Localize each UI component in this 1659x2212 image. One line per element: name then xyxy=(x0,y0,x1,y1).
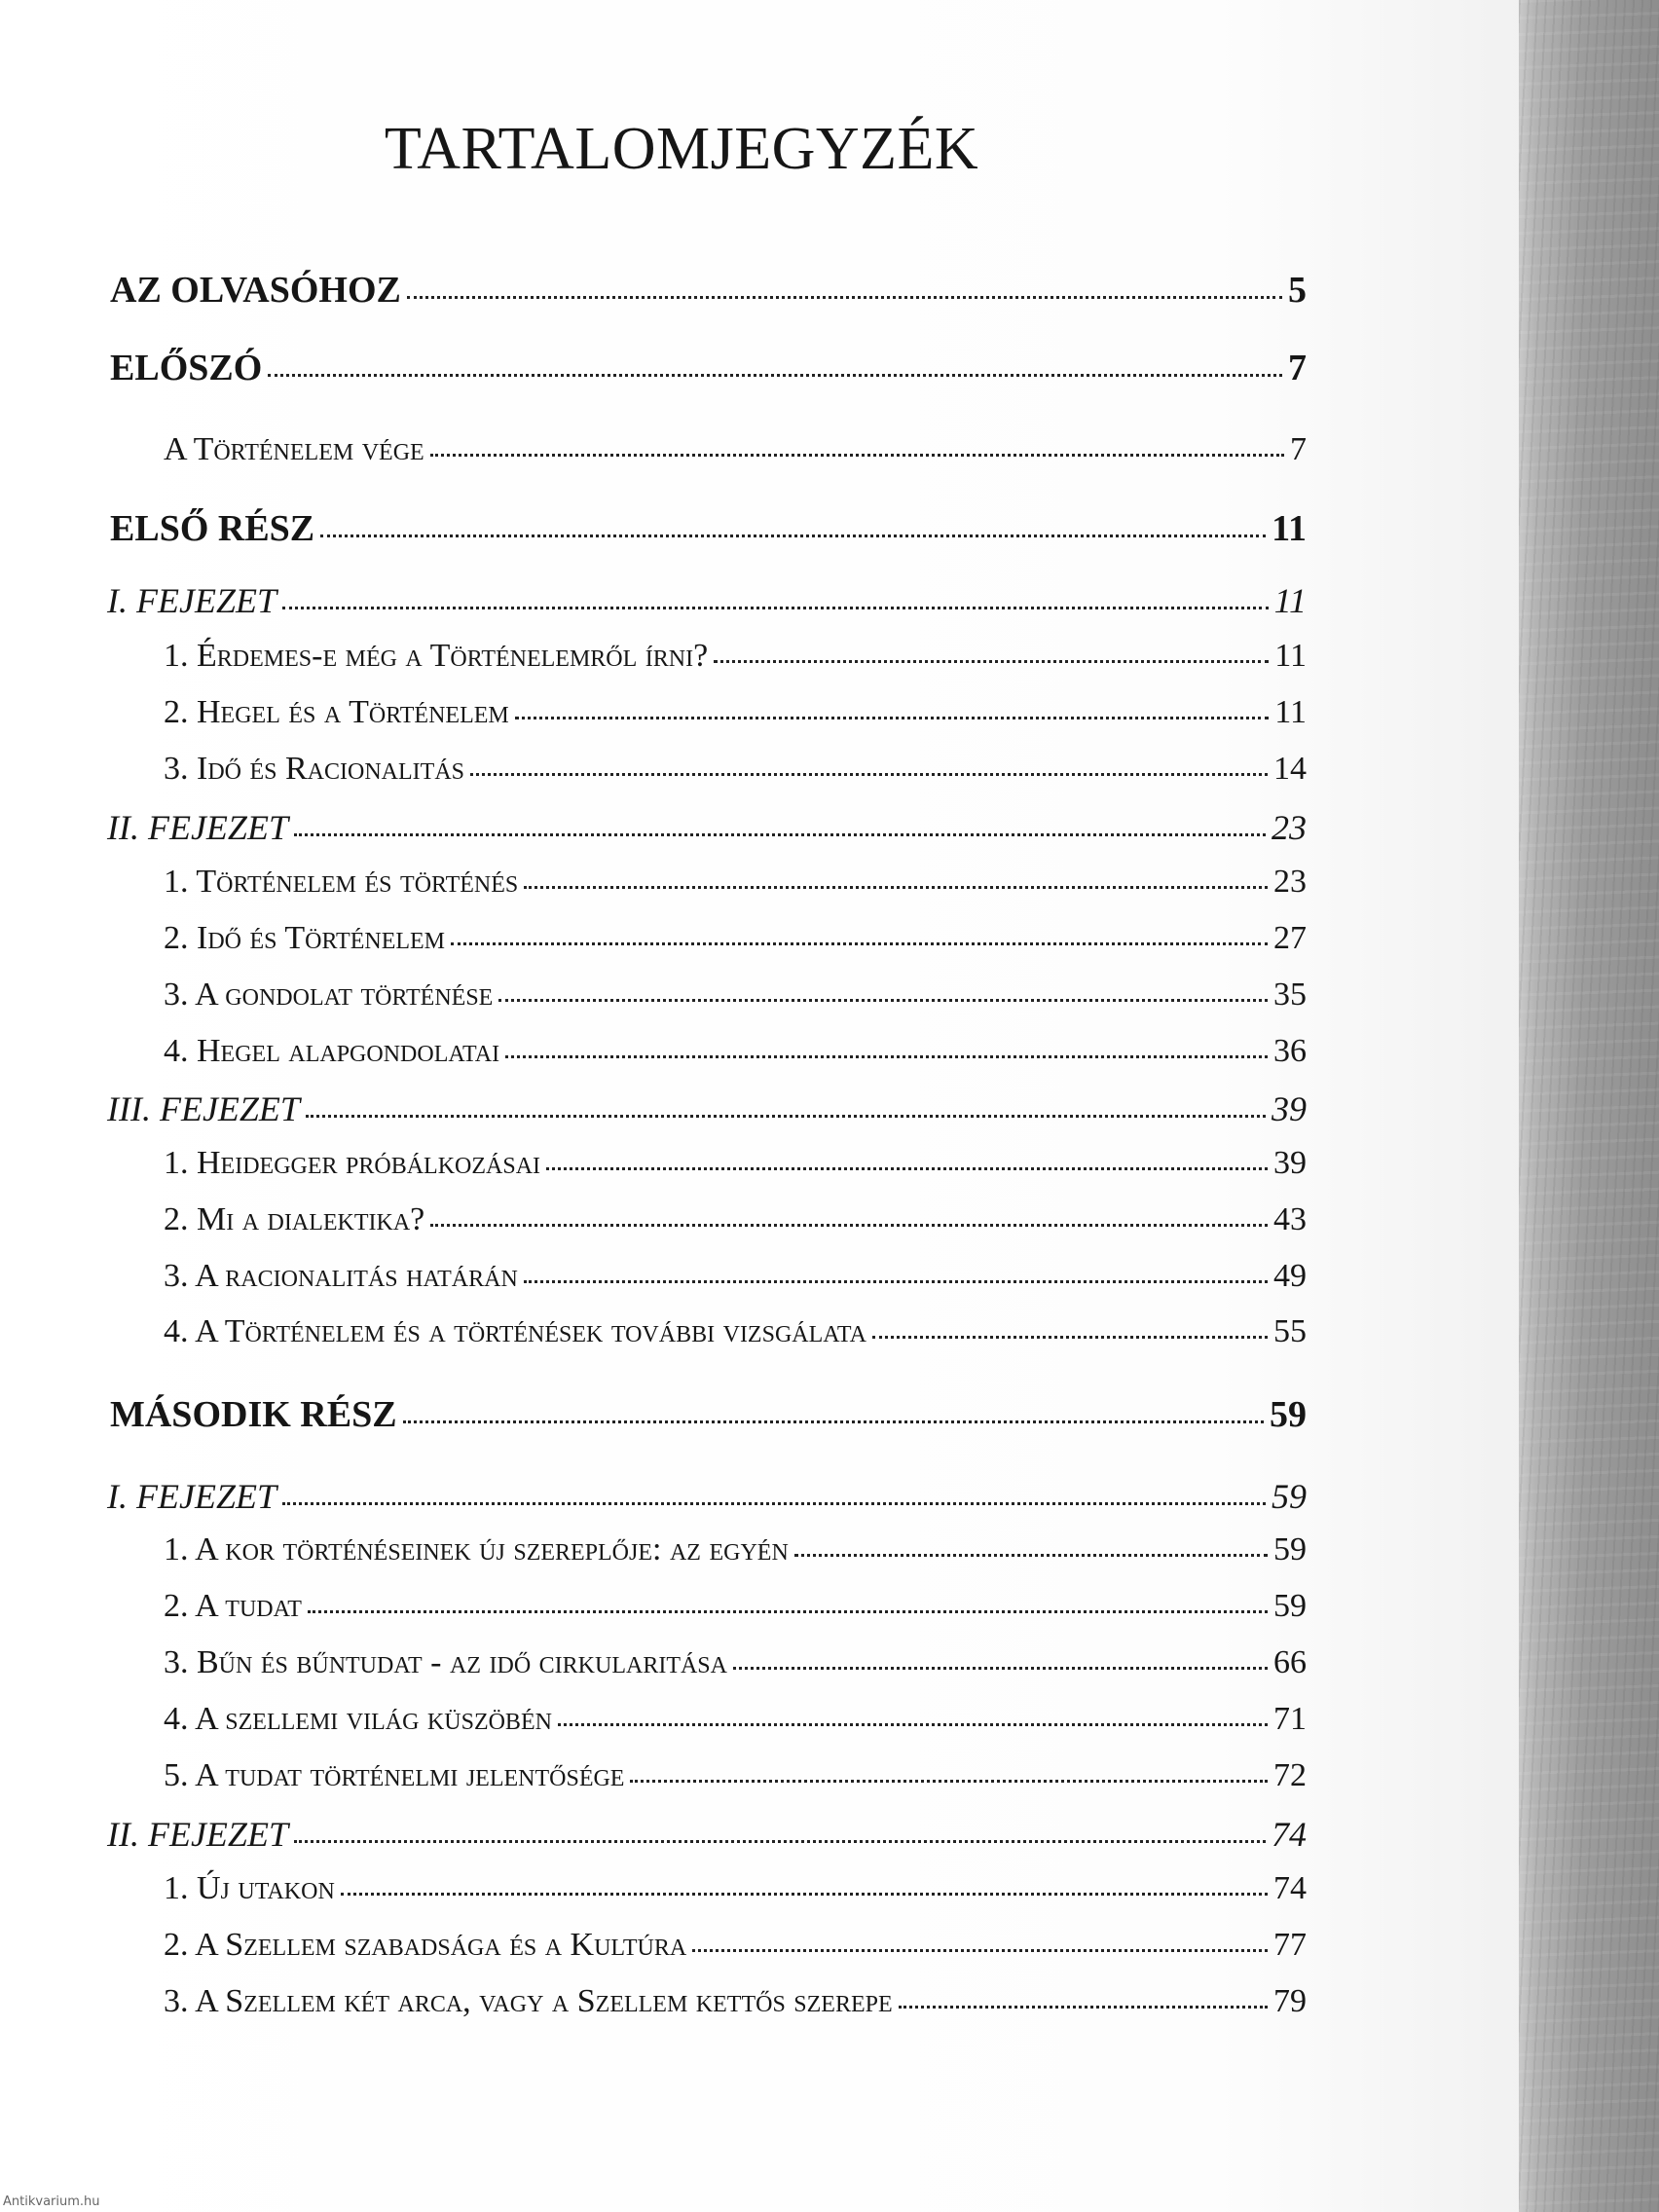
dot-leader xyxy=(714,660,1269,663)
dot-leader xyxy=(505,1055,1268,1058)
toc-entry-item xyxy=(164,1757,1307,1808)
dot-leader xyxy=(630,1780,1268,1783)
toc-entry-page: 71 xyxy=(1273,1701,1307,1737)
toc-entry-label: 1. Új utakon xyxy=(164,1870,335,1906)
dot-leader xyxy=(430,1224,1268,1227)
toc-entry-page: 11 xyxy=(1274,638,1307,674)
toc-entry-label: III. FEJEZET xyxy=(107,1089,300,1128)
toc-entry-item xyxy=(164,694,1307,745)
toc-entry-page: 74 xyxy=(1273,1870,1307,1906)
toc-entry-item xyxy=(164,1870,1307,1921)
toc-entry-page: 49 xyxy=(1273,1258,1307,1294)
toc-entry-item xyxy=(164,638,1307,688)
toc-entry-chapter xyxy=(107,1476,1307,1527)
toc-entry-item xyxy=(164,1313,1307,1364)
dot-leader xyxy=(524,886,1268,889)
dot-leader xyxy=(268,374,1282,377)
toc-entry-page: 36 xyxy=(1273,1033,1307,1069)
dot-leader xyxy=(320,535,1266,537)
toc-entry-item xyxy=(164,864,1307,914)
dot-leader xyxy=(294,1840,1266,1843)
toc-entry-item xyxy=(164,1531,1307,1582)
watermark: Antikvarium.hu xyxy=(3,2194,100,2209)
toc-entry-chapter xyxy=(107,580,1307,631)
toc-entry-page: 66 xyxy=(1273,1644,1307,1680)
toc-entry-label: 4. Hegel alapgondolatai xyxy=(164,1033,500,1069)
toc-entry-page: 72 xyxy=(1273,1757,1307,1793)
dot-leader xyxy=(294,833,1266,836)
toc-entry-page: 27 xyxy=(1273,920,1307,956)
toc-entry-page: 14 xyxy=(1273,751,1307,787)
toc-entry-page: 35 xyxy=(1273,977,1307,1013)
toc-entry-label: 1. A kor történéseinek új szereplője: az egyén xyxy=(164,1531,789,1567)
toc-entry-label: 3. Idő és Racionalitás xyxy=(164,751,464,787)
toc-entry-label: 2. A tudat xyxy=(164,1588,302,1624)
toc-entry-page: 43 xyxy=(1273,1201,1307,1237)
toc-entry-label: AZ OLVASÓHOZ xyxy=(110,270,401,311)
toc-entry-label: 1. Heidegger próbálkozásai xyxy=(164,1145,541,1181)
dot-leader xyxy=(498,999,1268,1002)
dot-leader xyxy=(403,1420,1264,1423)
toc-entry-label: 4. A szellemi világ küszöbén xyxy=(164,1701,552,1737)
toc-entry-label: 1. Érdemes-e még a Történelemről írni? xyxy=(164,638,709,674)
toc-entry-page: 39 xyxy=(1272,1089,1307,1128)
toc-entry-page: 79 xyxy=(1273,1983,1307,2019)
book-gutter-shadow xyxy=(1519,0,1659,2212)
dot-leader xyxy=(524,1280,1268,1283)
toc-entry-label: 2. Idő és Történelem xyxy=(164,920,446,956)
toc-entry-label: 2. Hegel és a Történelem xyxy=(164,694,509,730)
toc-entry-item xyxy=(164,1701,1307,1751)
toc-entry-page: 5 xyxy=(1288,270,1307,311)
toc-entry-page: 55 xyxy=(1273,1313,1307,1349)
dot-leader xyxy=(546,1167,1268,1170)
toc-entry-label: 3. A gondolat történése xyxy=(164,977,494,1013)
toc-entry-label: I. FEJEZET xyxy=(107,581,276,620)
toc-entry-item xyxy=(164,751,1307,801)
dot-leader xyxy=(558,1723,1268,1726)
toc-entry-label: 4. A Történelem és a történések további vizsgálata xyxy=(164,1313,867,1349)
toc-entry-page: 7 xyxy=(1288,348,1307,388)
dot-leader xyxy=(470,773,1268,776)
dot-leader xyxy=(692,1949,1268,1952)
toc-entry-az-olvasohoz xyxy=(110,269,1307,319)
toc-entry-page: 11 xyxy=(1273,581,1307,620)
toc-entry-eloszo xyxy=(110,347,1307,397)
toc-entry-label: 1. Történelem és történés xyxy=(164,864,519,900)
toc-entry-elso-resz xyxy=(110,507,1307,558)
toc-entry-label: II. FEJEZET xyxy=(107,1815,288,1854)
toc-entry-page: 7 xyxy=(1290,431,1307,467)
toc-entry-label: 2. A Szellem szabadsága és a Kultúra xyxy=(164,1927,687,1963)
toc-entry-item xyxy=(164,920,1307,971)
dot-leader xyxy=(430,454,1284,457)
page-title: TARTALOMJEGYZÉK xyxy=(384,116,979,182)
dot-leader xyxy=(451,942,1268,945)
toc-entry-item xyxy=(164,1201,1307,1252)
toc-entry-label: 3. A Szellem két arca, vagy a Szellem kettős szerepe xyxy=(164,1983,893,2019)
toc-entry-a-tortenelem-vege xyxy=(164,431,1307,482)
dot-leader xyxy=(872,1336,1268,1339)
toc-entry-item xyxy=(164,977,1307,1027)
toc-entry-page: 23 xyxy=(1273,864,1307,900)
toc-entry-page: 59 xyxy=(1270,1394,1307,1435)
dot-leader xyxy=(407,296,1282,299)
toc-entry-page: 77 xyxy=(1273,1927,1307,1963)
toc-entry-item xyxy=(164,1927,1307,1977)
toc-entry-item xyxy=(164,1145,1307,1196)
toc-entry-page: 39 xyxy=(1273,1145,1307,1181)
toc-entry-label: ELŐSZÓ xyxy=(110,348,263,388)
toc-entry-page: 59 xyxy=(1273,1588,1307,1624)
toc-entry-item xyxy=(164,1644,1307,1695)
dot-leader xyxy=(899,2006,1268,2009)
toc-entry-label: 3. Bűn és bűntudat - az idő cirkularitása xyxy=(164,1644,727,1680)
toc-entry-label: A Történelem vége xyxy=(164,431,424,467)
dot-leader xyxy=(341,1893,1268,1896)
toc-entry-label: 5. A tudat történelmi jelentősége xyxy=(164,1757,625,1793)
toc-entry-page: 59 xyxy=(1272,1477,1307,1516)
dot-leader xyxy=(282,607,1269,609)
toc-entry-page: 11 xyxy=(1274,694,1307,730)
dot-leader xyxy=(733,1667,1268,1670)
toc-entry-page: 59 xyxy=(1273,1531,1307,1567)
toc-entry-chapter xyxy=(107,807,1307,858)
toc-entry-page: 23 xyxy=(1272,808,1307,847)
toc-entry-item xyxy=(164,1033,1307,1084)
dot-leader xyxy=(282,1502,1266,1505)
dot-leader xyxy=(308,1610,1268,1613)
toc-entry-page: 74 xyxy=(1272,1815,1307,1854)
toc-entry-item xyxy=(164,1588,1307,1639)
toc-entry-item xyxy=(164,1983,1307,2034)
toc-entry-label: MÁSODIK RÉSZ xyxy=(110,1394,397,1435)
dot-leader xyxy=(306,1115,1266,1118)
toc-entry-chapter xyxy=(107,1088,1307,1139)
toc-entry-label: I. FEJEZET xyxy=(107,1477,276,1516)
toc-entry-label: 2. Mi a dialektika? xyxy=(164,1201,425,1237)
toc-entry-masodik-resz xyxy=(110,1393,1307,1444)
dot-leader xyxy=(794,1554,1268,1557)
toc-entry-label: II. FEJEZET xyxy=(107,808,288,847)
toc-entry-label: ELSŐ RÉSZ xyxy=(110,508,315,549)
toc-entry-item xyxy=(164,1258,1307,1309)
dot-leader xyxy=(515,717,1270,719)
toc-entry-label: 3. A racionalitás határán xyxy=(164,1258,518,1294)
toc-entry-chapter xyxy=(107,1814,1307,1864)
toc-entry-page: 11 xyxy=(1272,508,1307,549)
